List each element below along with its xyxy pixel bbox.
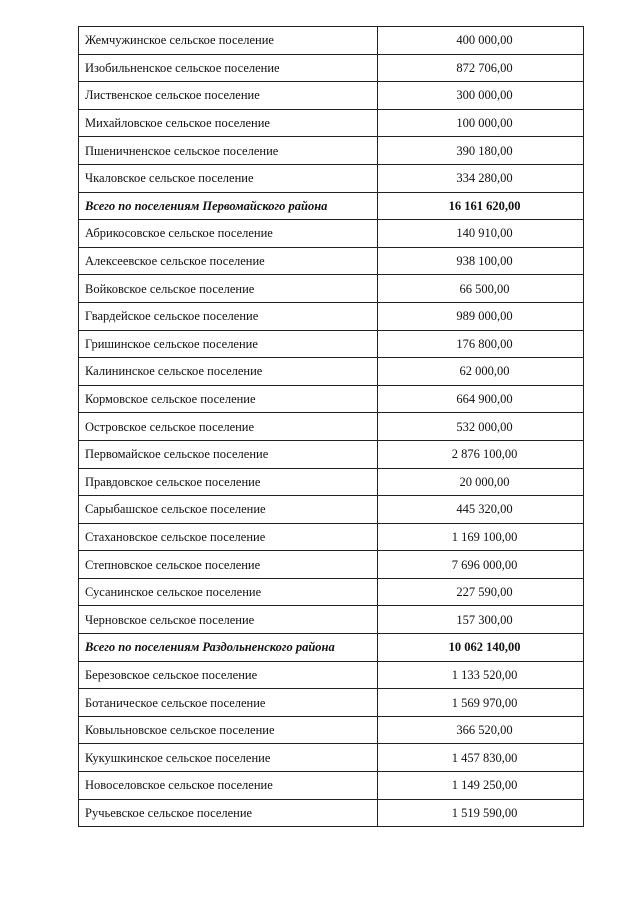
district-total-label: Всего по поселениям Первомайского района (79, 192, 378, 220)
settlement-amount: 1 169 100,00 (378, 523, 584, 551)
table-row (79, 578, 584, 606)
district-total-amount: 16 161 620,00 (378, 192, 584, 220)
district-total-row (79, 192, 584, 220)
table-body (79, 27, 584, 827)
settlement-amount: 366 520,00 (378, 716, 584, 744)
settlement-name: Сарыбашское сельское поселение (79, 496, 378, 524)
settlement-name: Островское сельское поселение (79, 413, 378, 441)
settlement-amount: 140 910,00 (378, 220, 584, 248)
settlement-amount: 1 149 250,00 (378, 772, 584, 800)
settlement-name: Михайловское сельское поселение (79, 109, 378, 137)
table-row (79, 330, 584, 358)
settlement-name: Сусанинское сельское поселение (79, 578, 378, 606)
settlement-amount: 66 500,00 (378, 275, 584, 303)
settlement-name: Гвардейское сельское поселение (79, 302, 378, 330)
settlement-name: Кормовское сельское поселение (79, 385, 378, 413)
settlement-name: Новоселовское сельское поселение (79, 772, 378, 800)
table-row (79, 716, 584, 744)
settlement-name: Стахановское сельское поселение (79, 523, 378, 551)
table-row (79, 54, 584, 82)
table-row (79, 109, 584, 137)
settlement-name: Пшеничненское сельское поселение (79, 137, 378, 165)
settlement-amount: 1 519 590,00 (378, 799, 584, 827)
settlement-name: Войковское сельское поселение (79, 275, 378, 303)
settlement-amount: 938 100,00 (378, 247, 584, 275)
table-row (79, 523, 584, 551)
settlement-name: Изобильненское сельское поселение (79, 54, 378, 82)
table-row (79, 82, 584, 110)
settlement-name: Кукушкинское сельское поселение (79, 744, 378, 772)
settlement-name: Ручьевское сельское поселение (79, 799, 378, 827)
district-total-row (79, 634, 584, 662)
settlement-name: Березовское сельское поселение (79, 661, 378, 689)
table-row (79, 164, 584, 192)
settlement-name: Жемчужинское сельское поселение (79, 27, 378, 55)
settlement-name: Гришинское сельское поселение (79, 330, 378, 358)
settlement-amount: 100 000,00 (378, 109, 584, 137)
settlement-name: Правдовское сельское поселение (79, 468, 378, 496)
settlement-amount: 445 320,00 (378, 496, 584, 524)
table-row (79, 302, 584, 330)
settlement-amount: 872 706,00 (378, 54, 584, 82)
table-row (79, 496, 584, 524)
settlement-amount: 176 800,00 (378, 330, 584, 358)
table-row (79, 661, 584, 689)
settlements-budget-table (78, 26, 584, 827)
table-row (79, 440, 584, 468)
table-row (79, 689, 584, 717)
table-row (79, 385, 584, 413)
table-row (79, 551, 584, 579)
settlement-amount: 400 000,00 (378, 27, 584, 55)
settlement-amount: 62 000,00 (378, 358, 584, 386)
settlement-amount: 664 900,00 (378, 385, 584, 413)
settlement-amount: 989 000,00 (378, 302, 584, 330)
settlement-name: Чкаловское сельское поселение (79, 164, 378, 192)
settlement-amount: 1 457 830,00 (378, 744, 584, 772)
table-row (79, 358, 584, 386)
settlement-name: Ковыльновское сельское поселение (79, 716, 378, 744)
table-row (79, 27, 584, 55)
settlement-amount: 20 000,00 (378, 468, 584, 496)
table-row (79, 468, 584, 496)
settlement-amount: 7 696 000,00 (378, 551, 584, 579)
settlement-name: Степновское сельское поселение (79, 551, 378, 579)
district-total-label: Всего по поселениям Раздольненского района (79, 634, 378, 662)
settlement-name: Первомайское сельское поселение (79, 440, 378, 468)
settlement-amount: 532 000,00 (378, 413, 584, 441)
settlement-name: Лиственское сельское поселение (79, 82, 378, 110)
settlement-amount: 1 569 970,00 (378, 689, 584, 717)
settlement-amount: 334 280,00 (378, 164, 584, 192)
table-row (79, 275, 584, 303)
settlement-amount: 390 180,00 (378, 137, 584, 165)
settlement-amount: 227 590,00 (378, 578, 584, 606)
table-row (79, 137, 584, 165)
settlement-amount: 1 133 520,00 (378, 661, 584, 689)
table-row (79, 744, 584, 772)
settlement-name: Алексеевское сельское поселение (79, 247, 378, 275)
settlement-name: Черновское сельское поселение (79, 606, 378, 634)
district-total-amount: 10 062 140,00 (378, 634, 584, 662)
settlement-name: Калининское сельское поселение (79, 358, 378, 386)
settlement-amount: 300 000,00 (378, 82, 584, 110)
settlement-name: Абрикосовское сельское поселение (79, 220, 378, 248)
table-row (79, 220, 584, 248)
table-row (79, 413, 584, 441)
settlement-name: Ботаническое сельское поселение (79, 689, 378, 717)
table-row (79, 772, 584, 800)
table-row (79, 799, 584, 827)
settlement-amount: 157 300,00 (378, 606, 584, 634)
table-row (79, 247, 584, 275)
table-row (79, 606, 584, 634)
settlement-amount: 2 876 100,00 (378, 440, 584, 468)
